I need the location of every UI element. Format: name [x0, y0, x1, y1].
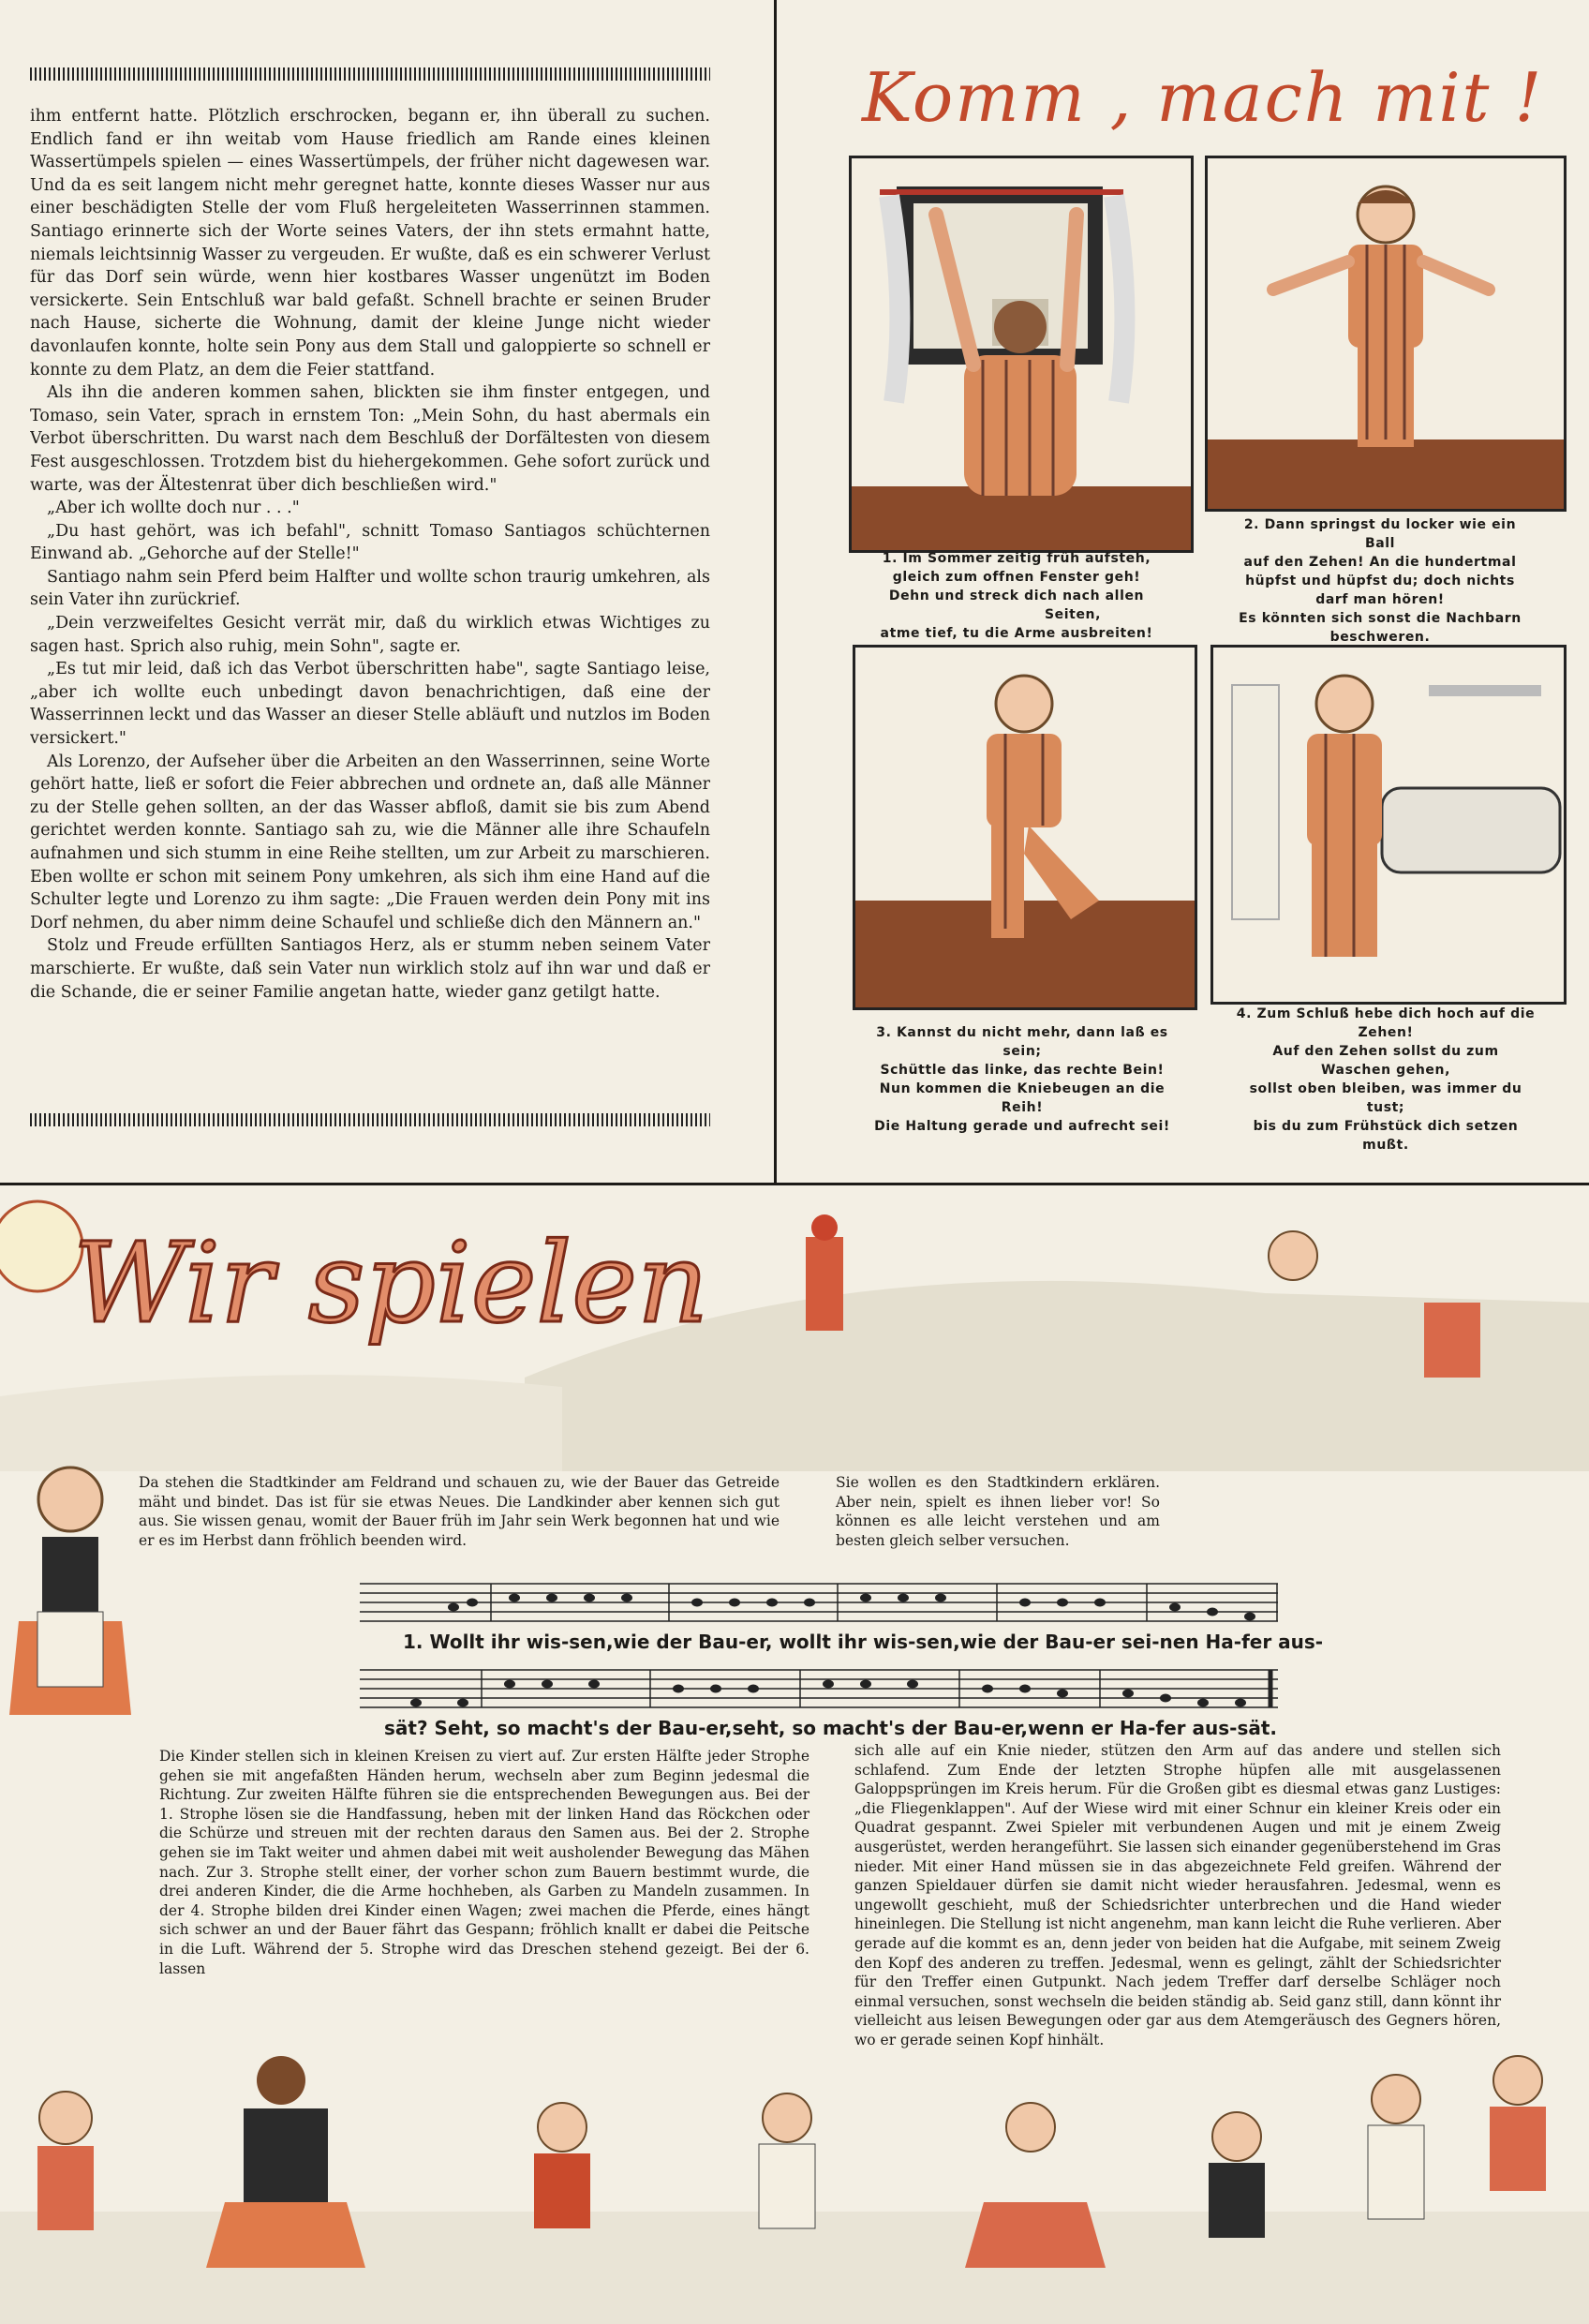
caption-2: [1199, 515, 1561, 647]
caption-line: 3. Kannst du nicht mehr, dann laß es: [876, 1025, 1168, 1040]
music-staff-1: [360, 1574, 1278, 1631]
story-paragraph: ihm entfernt hatte. Plötzlich erschrocken, begann er, ihn überall zu suchen. Endlich fand er ihn weitab vom Hause friedlich am Rande eines kleinen Wassertümpels spielen — eines Wassertümpels, der früher nicht dagewesen war. Und da es seit langem nicht mehr geregnet hatte, konnte dieses Wasser nur aus einer beschädigten Stelle der vom Fluß hergeleiteten Wasserrinnen stammen. Santiago erinnerte sich der Worte seines Vaters, der ihn stets ermahnt hatte, niemals leichtsinnig Wasser zu vergeuden. Er wußte, daß es ein schwerer Verlust für das Dorf sein würde, wenn hier kostbares Wasser ungenützt im Boden versickerte. Sein Entschluß war bald gefaßt. Schnell brachte er seinen Bruder nach Hause, sicherte die Wohnung, damit der kleine Junge nicht wieder davonlaufen konnte, holte sein Pony aus dem Stall und galoppierte so schnell er konnte zu dem Platz, an dem die Feier stattfand.: [30, 107, 710, 380]
caption-line: tust;: [1366, 1100, 1405, 1115]
caption-line: Es könnten sich sonst die Nachbarn: [1239, 611, 1522, 626]
caption-line: darf man hören!: [1315, 592, 1445, 607]
story-paragraph: „Du hast gehört, was ich befahl", schnitt Tomaso Santiagos schüchternen Einwand ab. „Gehorche auf der Stelle!": [30, 521, 710, 564]
intro-right-text: Sie wollen es den Stadtkindern erklären. Aber nein, spielt es ihnen lieber vor! So können es alle leicht verstehen und am besten gleich selber versuchen.: [836, 1474, 1160, 1549]
caption-line: atme tief, tu die Arme ausbreiten!: [880, 626, 1153, 641]
caption-3: [849, 1023, 1195, 1136]
story-paragraph: Als Lorenzo, der Aufseher über die Arbeiten an den Wasserrinnen, seine Worte gehört hatte, ließ er sofort die Feier abbrechen und ordnete an, daß alle Männer zu der Stelle gehen sollten, an der das Wasser abfloß, damit sie bis zum Abend gerichtet werden konnte. Santiago sah zu, wie die Männer alle ihre Schaufeln aufnahmen und sich stumm in eine Reihe stellten, um zur Arbeit zu marschieren. Eben wollte er schon mit seinem Pony umkehren, als sich ihm eine Hand auf die Schulter legte und Lorenzo zu ihm sagte: „Die Frauen werden dein Pony mit ins Dorf nehmen, du aber nimm deine Schaufel und schließe dich den Männern an.": [30, 752, 710, 932]
caption-line: auf den Zehen! An die hundertmal: [1243, 555, 1517, 570]
children-playing-illustration: [0, 2043, 1589, 2324]
caption-line: Auf den Zehen sollst du zum: [1272, 1044, 1499, 1059]
section-divider: [0, 1183, 1589, 1185]
exercise-panel-3: [853, 645, 1197, 1010]
caption-line: mußt.: [1362, 1138, 1409, 1153]
story-paragraph: Stolz und Freude erfüllten Santiagos Herz, als er stumm neben seinem Vater marschierte. Er wußte, daß sein Vater nun wirklich stolz auf ihn war und daß er die Schande, die er seiner Familie angetan hatte, wieder ganz getilgt hatte.: [30, 936, 710, 1002]
caption-line: beschweren.: [1329, 630, 1431, 645]
caption-line: Die Haltung gerade und aufrecht sei!: [874, 1119, 1170, 1134]
story-paragraph: „Es tut mir leid, daß ich das Verbot überschritten habe", sagte Santiago leise, „aber ich wollte euch unbedingt davon benachrichtigen, daß eine der Wasserrinnen leckt und das Wasser an dieser Stelle abläuft und nutzlos im Boden versickert.": [30, 660, 710, 749]
intro-left-text: Da stehen die Stadtkinder am Feldrand und schauen zu, wie der Bauer das Getreide mäht und bindet. Das ist für sie etwas Neues. Die Landkinder aber kennen sich gut aus. Sie wissen genau, womit der Bauer früh im Jahr sein Werk begonnen hat und wie er es im Herbst dann fröhlich beenden wird.: [139, 1474, 780, 1549]
rules-right: [854, 1741, 1501, 2050]
washing-illustration: [1213, 648, 1564, 1002]
farm-girl-illustration: [0, 1462, 141, 1837]
column-divider: [774, 0, 777, 1183]
rules-right-text: sich alle auf ein Knie nieder, stützen den Arm auf das andere und stellen sich schlafend. Zum Ende der letzten Strophe hüpfen alle mit ausgelassenen Galoppsprüngen im Kreis herum. Für die Großen gibt es diesmal etwas ganz Lustiges: „die Fliegenklappen". Auf der Wiese wird mit einer Schnur ein kleiner Kreis oder ein Quadrat gespannt. Zwei Spieler mit verbundenen Augen und mit je einem Zweig ausgerüstet, werden herangeführt. Sie lassen sich einander gegenüberstehend im Gras nieder. Mit einer Hand müssen sie in das abgezeichnete Feld greifen. Während der ganzen Spieldauer dürfen sie damit nicht wieder herausfahren. Jedesmal, wenn es ungewollt geschieht, muß der Schiedsrichter unterbrechen und die Hand wieder hineinlegen. Die Stellung ist nicht angenehm, man kann leicht die Ruhe verlieren. Aber gerade auf die kommt es an, denn jeder von beiden hat die Aufgabe, mit seinem Zweig den Kopf des anderen zu treffen. Jedesmal, wenn es gelingt, zählt der Schiedsrichter für den Treffer einen Gutpunkt. Nach jedem Treffer darf derselbe Schläger noch einmal versuchen, sonst wechseln die beiden ständig ab. Seid ganz still, dann könnt ihr vielleicht aus leisen Bewegungen oder gar aus dem Atemgeräusch des Gegners hören, wo er gerade seinen Kopf hinhält.: [854, 1742, 1501, 2048]
caption-line: Schüttle das linke, das rechte Bein!: [880, 1063, 1165, 1078]
story-paragraph: Santiago nahm sein Pferd beim Halfter und wollte schon traurig umkehren, als sein Vater ihn zurückrief.: [30, 567, 710, 610]
exercise-panel-4: [1210, 645, 1567, 1005]
caption-4: [1205, 1005, 1567, 1155]
caption-line: 1. Im Sommer zeitig früh aufsteh,: [882, 551, 1151, 566]
exercise-panel-1: [849, 156, 1194, 553]
caption-line: Waschen gehen,: [1321, 1063, 1450, 1078]
caption-line: gleich zum offnen Fenster geh!: [892, 570, 1141, 585]
caption-line: 4. Zum Schluß hebe dich hoch auf die: [1236, 1006, 1536, 1021]
caption-line: Dehn und streck dich nach allen: [888, 588, 1145, 603]
story-paragraph: „Aber ich wollte doch nur . . .": [47, 499, 300, 518]
song-lyrics-line-1: 1. Wollt ihr wis-sen,wie der Bau-er, wollt ihr wis-sen,wie der Bau-er sei-nen Ha-fer aus-: [403, 1631, 1324, 1653]
hopping-illustration: [1208, 158, 1564, 509]
rules-left-text: Die Kinder stellen sich in kleinen Kreisen zu viert auf. Zur ersten Hälfte jeder Strophe gehen sie mit angefaßten Händen herum, wechseln aber zum Beginn jedesmal die Richtung. Zur zweiten Hälfte führen sie die entsprechenden Bewegungen aus. Bei der 1. Strophe lösen sie die Handfassung, heben mit der linken Hand das Röckchen oder die Schürze und streuen mit der rechten daraus den Samen aus. Bei der 2. Strophe gehen sie im Takt weiter und ahmen dabei mit weit ausholender Bewegung das Mähen nach. Zur 3. Strophe stellt einer, der vorher schon zum Bauern bestimmt wurde, die drei anderen Kinder, die die Arme hochheben, als Garben zu Mandeln zusammen. In der 4. Strophe bilden drei Kinder einen Wagen; zwei machen die Pferde, eines hängt sich schwer an und der Bauer fährt das Gespann; fröhlich knallt er dabei die Peitsche in die Luft. Während der 5. Strophe wird das Dreschen stehend gezeigt. Bei der 6. lassen: [159, 1748, 809, 1977]
caption-line: Ball: [1364, 536, 1396, 551]
caption-line: sein;: [1002, 1044, 1042, 1059]
story-paragraph: Als ihn die anderen kommen sahen, blickten sie ihm finster entgegen, und Tomaso, sein Vater, sprach in ernstem Ton: „Mein Sohn, du hast abermals ein Verbot überschritten. Du warst nach dem Beschluß der Dorfältesten von diesem Fest ausgeschlossen. Trotzdem bist du hiehergekommen. Gehe sofort zurück und warte, was der Ältestenrat über dich beschließen wird.": [30, 383, 710, 495]
caption-line: 2. Dann springst du locker wie ein: [1243, 517, 1517, 532]
caption-line: sollst oben bleiben, was immer du: [1249, 1081, 1522, 1096]
bottom-rule: [30, 1113, 710, 1126]
caption-line: Zehen!: [1358, 1025, 1414, 1040]
story-text: [30, 105, 710, 1192]
wir-spielen-title: Wir spielen: [73, 1218, 709, 1348]
story-paragraph: „Dein verzweifeltes Gesicht verrät mir, daß du wirklich etwas Wichtiges zu sagen hast. Sprich also ruhig, mein Sohn", sagte er.: [30, 614, 710, 656]
leg-shake-illustration: [855, 648, 1195, 1007]
top-rule: [30, 67, 710, 81]
caption-line: Reih!: [1001, 1100, 1044, 1115]
caption-line: hüpfst und hüpfst du; doch nichts: [1245, 574, 1515, 588]
caption-1: [843, 549, 1190, 643]
exercise-panel-2: [1205, 156, 1567, 512]
caption-line: bis du zum Frühstück dich setzen: [1253, 1119, 1519, 1134]
rules-left: [159, 1747, 809, 1978]
caption-line: Seiten,: [1044, 607, 1102, 622]
window-stretch-illustration: [852, 158, 1191, 550]
komm-title: Komm , mach mit !: [862, 58, 1544, 137]
intro-right: [836, 1473, 1160, 1550]
song-lyrics-line-2: sät? Seht, so macht's der Bau-er,seht, so macht's der Bau-er,wenn er Ha-fer aus-sät.: [384, 1717, 1277, 1739]
caption-line: Nun kommen die Kniebeugen an die: [879, 1081, 1166, 1096]
music-staff-2: [360, 1661, 1278, 1717]
intro-left: [139, 1473, 780, 1550]
